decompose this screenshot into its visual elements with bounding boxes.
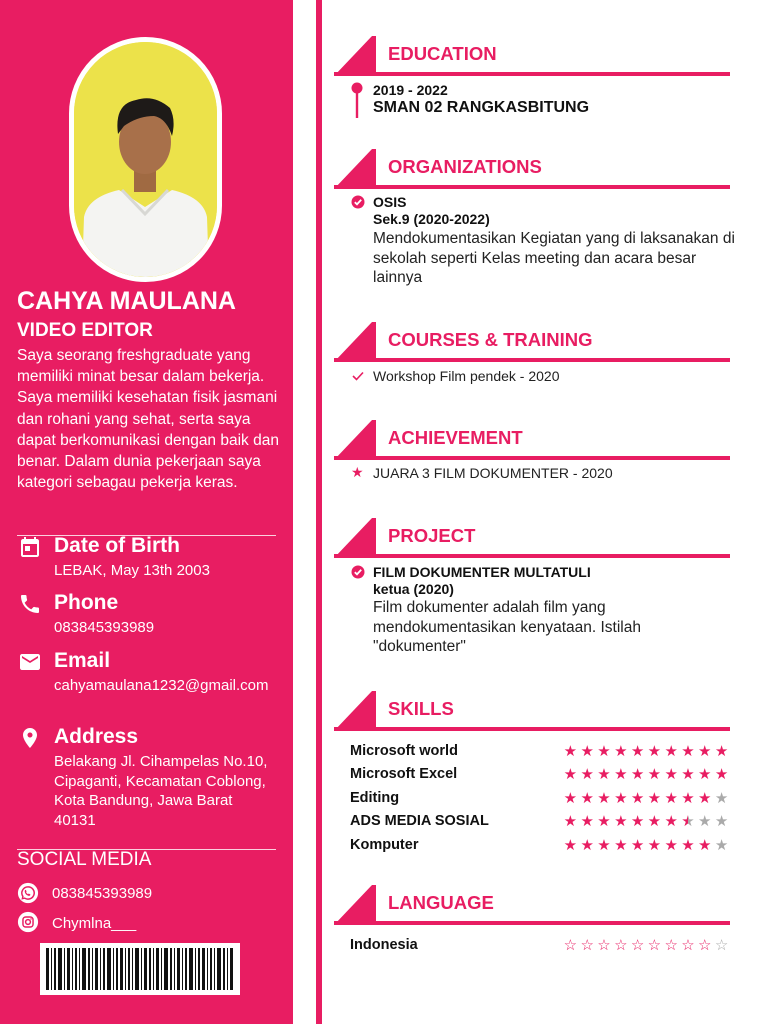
star-icon: ★ — [647, 837, 662, 854]
person-name: CAHYA MAULANA — [17, 287, 236, 315]
section-achievement-header — [334, 420, 730, 464]
social-media-title: SOCIAL MEDIA — [17, 849, 152, 870]
star-icon: ★ — [647, 813, 662, 830]
star-icon: ★ — [698, 837, 712, 854]
star-icon: ★ — [597, 766, 611, 783]
star-icon: ★ — [698, 790, 712, 807]
star-icon: ★ — [597, 790, 611, 807]
section-organizations-header — [334, 149, 730, 193]
skill-name: Editing — [350, 790, 400, 806]
star-icon: ☆ — [597, 937, 611, 954]
star-icon: ★ — [351, 464, 364, 480]
star-icon: ★ — [714, 837, 729, 854]
education-years: 2019 - 2022 — [373, 82, 448, 98]
email-title: Email — [54, 649, 111, 672]
star-icon: ★ — [614, 837, 628, 854]
barcode — [40, 943, 240, 995]
skill-rating — [562, 791, 730, 807]
organization-position: Sek.9 (2020-2022) — [373, 211, 490, 227]
project-description: Film dokumenter adalah film yang mendokumentasikan kenyataan. Istilah "dokumenter" — [373, 599, 641, 655]
star-icon: ★ — [630, 837, 645, 854]
star-icon: ☆ — [630, 937, 645, 954]
section-skills-header — [334, 691, 730, 735]
star-icon: ★ — [597, 743, 611, 760]
star-icon: ★ — [580, 790, 594, 807]
star-icon: ★ — [698, 813, 712, 830]
map-pin-icon — [350, 82, 364, 120]
address-value: Belakang Jl. Cihampelas No.10, Cipaganti, Kecamatan Coblong, Kota Bandung, Jawa Barat 40131 — [54, 753, 268, 829]
section-project-header — [334, 518, 730, 562]
language-name: Indonesia — [350, 937, 418, 953]
star-icon: ★ — [597, 813, 611, 830]
star-icon: ★ — [580, 813, 594, 830]
star-icon: ★ — [647, 743, 662, 760]
language-rating — [562, 938, 730, 954]
star-icon: ★ — [681, 790, 695, 807]
star-icon: ☆ — [714, 937, 729, 954]
star-icon: ★ — [698, 743, 712, 760]
phone-title: Phone — [54, 591, 119, 614]
star-icon: ★ — [614, 766, 628, 783]
profile-photo — [69, 37, 222, 282]
star-icon: ★ — [714, 813, 729, 830]
education-school: SMAN 02 RANGKASBITUNG — [373, 99, 590, 116]
star-icon: ☆ — [664, 937, 678, 954]
email-value: cahyamaulana1232@gmail.com — [54, 677, 269, 694]
skill-rating — [562, 814, 730, 830]
star-icon: ★ — [630, 790, 645, 807]
star-icon: ★ — [563, 837, 578, 854]
star-icon: ☆ — [563, 937, 578, 954]
skill-rating — [562, 838, 730, 854]
check-circle-icon — [351, 565, 365, 579]
star-icon: ☆ — [681, 937, 695, 954]
section-title: PROJECT — [388, 525, 476, 546]
star-icon: ★ — [681, 813, 695, 830]
star-icon: ☆ — [580, 937, 594, 954]
check-icon — [352, 371, 364, 381]
star-icon: ★ — [614, 813, 628, 830]
star-icon: ★ — [698, 766, 712, 783]
star-icon: ★ — [681, 766, 695, 783]
skill-name: ADS MEDIA SOSIAL — [350, 813, 489, 829]
star-icon: ★ — [563, 743, 578, 760]
project-name: FILM DOKUMENTER MULTATULI — [373, 564, 591, 580]
skill-name: Komputer — [350, 837, 419, 853]
skill-rating — [562, 744, 730, 760]
skill-name: Microsoft Excel — [350, 766, 458, 782]
star-icon: ☆ — [647, 937, 662, 954]
star-icon: ★ — [681, 837, 695, 854]
star-icon: ★ — [647, 766, 662, 783]
star-icon: ★ — [714, 790, 729, 807]
section-title: SKILLS — [388, 698, 454, 719]
skill-rating — [562, 767, 730, 783]
star-icon: ★ — [630, 813, 645, 830]
star-icon: ★ — [614, 743, 628, 760]
star-icon: ★ — [664, 743, 678, 760]
star-icon: ★ — [580, 743, 594, 760]
star-icon: ★ — [597, 837, 611, 854]
instagram-value: Chymlna___ — [52, 915, 137, 932]
star-icon: ★ — [630, 743, 645, 760]
dob-value: LEBAK, May 13th 2003 — [54, 562, 210, 579]
calendar-icon — [18, 535, 42, 559]
star-icon: ★ — [580, 766, 594, 783]
star-icon: ★ — [614, 790, 628, 807]
email-icon — [18, 650, 42, 674]
vertical-divider — [316, 0, 322, 1024]
phone-value: 083845393989 — [54, 619, 155, 636]
star-icon: ☆ — [614, 937, 628, 954]
location-icon — [18, 726, 42, 750]
star-icon: ★ — [714, 766, 729, 783]
section-language-header — [334, 885, 730, 929]
achievement-item: JUARA 3 FILM DOKUMENTER - 2020 — [373, 465, 613, 481]
about-text: Saya seorang freshgraduate yang memiliki minat besar dalam bekerja. Saya memiliki kesehatan fisik jasmani dan rohani yang sehat, serta saya dapat berkomunikasi dengan baik dan benar. Dalam dunia pekerjaan saya kategori sebagau pekerja keras. — [17, 347, 279, 492]
section-courses-header — [334, 322, 730, 366]
organization-name: OSIS — [373, 194, 407, 210]
section-title: ACHIEVEMENT — [388, 427, 523, 448]
star-icon: ★ — [630, 766, 645, 783]
skill-name: Microsoft world — [350, 743, 458, 759]
organization-description: Mendokumentasikan Kegiatan yang di laksanakan di sekolah seperti Kelas meeting dan acara besar lainnya — [373, 230, 735, 286]
job-title: VIDEO EDITOR — [17, 320, 153, 341]
star-icon: ★ — [580, 837, 594, 854]
whatsapp-value: 083845393989 — [52, 885, 153, 902]
star-icon: ★ — [681, 743, 695, 760]
section-title: ORGANIZATIONS — [388, 156, 542, 177]
star-icon: ★ — [664, 790, 678, 807]
star-icon: ☆ — [698, 937, 712, 954]
phone-icon — [18, 592, 42, 616]
course-item: Workshop Film pendek - 2020 — [373, 368, 560, 384]
dob-title: Date of Birth — [54, 534, 180, 557]
instagram-icon — [17, 911, 39, 933]
star-icon: ★ — [714, 743, 729, 760]
section-title: LANGUAGE — [388, 892, 494, 913]
star-icon: ★ — [563, 790, 578, 807]
star-icon: ★ — [647, 790, 662, 807]
star-icon: ★ — [563, 813, 578, 830]
section-title: COURSES & TRAINING — [388, 329, 593, 350]
project-role: ketua (2020) — [373, 581, 454, 597]
address-title: Address — [54, 725, 139, 748]
star-icon: ★ — [563, 766, 578, 783]
check-circle-icon — [351, 195, 365, 209]
section-title: EDUCATION — [388, 43, 497, 64]
star-icon: ★ — [664, 766, 678, 783]
star-icon: ★ — [664, 837, 678, 854]
whatsapp-icon — [17, 882, 39, 904]
star-icon: ★ — [664, 813, 678, 830]
section-education-header — [334, 36, 730, 80]
